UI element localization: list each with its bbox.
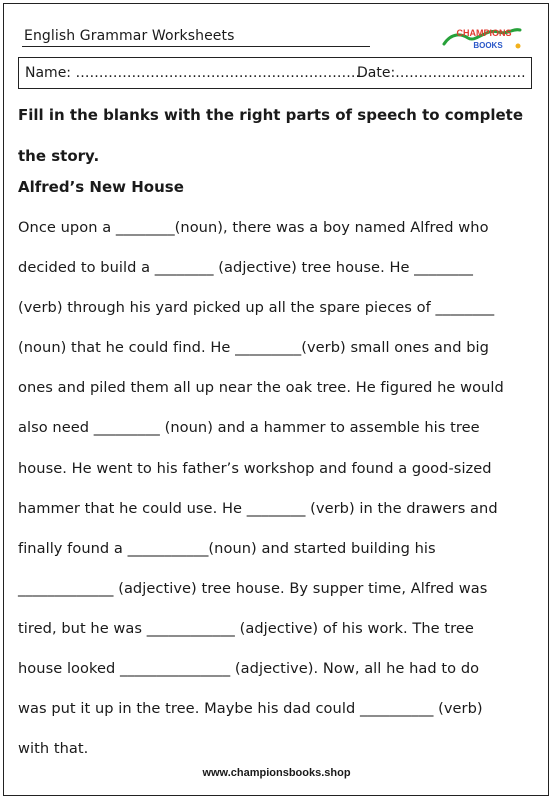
name-field[interactable]: Name: ……………………………………………………. [25, 65, 360, 81]
worksheet-title: English Grammar Worksheets [24, 28, 235, 44]
story-line: ones and piled them all up near the oak tree. He figured he would [18, 379, 504, 397]
story-line: finally found a ___________(noun) and started building his [18, 539, 436, 557]
logo-dot [516, 44, 521, 49]
story-line: hammer that he could use. He ________ (verb) in the drawers and [18, 499, 498, 517]
story-line: tired, but he was ____________ (adjective) of his work. The tree [18, 619, 474, 637]
story-line: decided to build a ________ (adjective) tree house. He ________ [18, 259, 473, 277]
date-field[interactable]: Date:………………………. [357, 65, 526, 81]
logo-line1: CHAMPIONS [456, 28, 512, 38]
story-line: house looked _______________ (adjective). Now, all he had to do [18, 660, 480, 678]
story-line: was put it up in the tree. Maybe his dad could __________ (verb) [18, 700, 483, 718]
champions-books-logo [440, 22, 528, 54]
story-title: Alfred’s New House [18, 178, 184, 196]
footer-url[interactable]: www.championsbooks.shop [202, 767, 351, 779]
story-line: house. He went to his father’s workshop and found a good-sized [18, 459, 492, 477]
story-line: Once upon a ________(noun), there was a boy named Alfred who [18, 219, 489, 236]
story-line: (verb) through his yard picked up all the spare pieces of ________ [18, 299, 495, 317]
logo-line2: BOOKS [473, 41, 503, 50]
title-underline [22, 46, 370, 47]
story-body [18, 214, 538, 775]
instructions: Fill in the blanks with the right parts of speech to complete the story. [18, 106, 524, 165]
story-line: with that. [18, 740, 89, 758]
story-line: _____________ (adjective) tree house. By supper time, Alfred was [18, 579, 488, 597]
story-line: also need _________ (noun) and a hammer to assemble his tree [18, 419, 480, 437]
story-line: (noun) that he could find. He _________(verb) small ones and big [18, 339, 489, 357]
name-date-box [18, 57, 532, 89]
